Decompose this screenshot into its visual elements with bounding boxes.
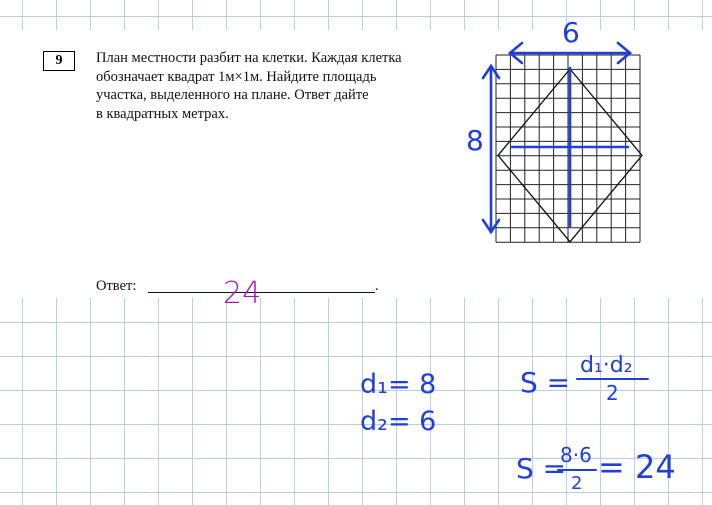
handwritten-width: 6 bbox=[562, 16, 580, 49]
handwritten-answer: 24 bbox=[223, 276, 262, 311]
calc-result: = 24 bbox=[598, 448, 676, 486]
formula-numerator: d₁·d₂ bbox=[580, 353, 633, 378]
handwritten-d2: d₂= 6 bbox=[360, 406, 437, 437]
task-number: 9 bbox=[43, 51, 75, 71]
calc-S: S = bbox=[516, 452, 567, 485]
task-line: участка, выделенного на плане. Ответ дайте bbox=[96, 87, 369, 103]
calc-numerator: 8·6 bbox=[560, 443, 592, 467]
handwritten-height: 8 bbox=[466, 124, 484, 157]
answer-label: Ответ: bbox=[96, 278, 137, 294]
formula-denominator: 2 bbox=[606, 381, 619, 405]
formula-S: S = bbox=[520, 366, 571, 399]
calc-denominator: 2 bbox=[571, 473, 583, 494]
handwritten-d1: d₁= 8 bbox=[360, 369, 437, 400]
task-line: План местности разбит на клетки. Каждая клетка bbox=[96, 50, 402, 66]
task-line: обозначает квадрат 1м×1м. Найдите площадь bbox=[96, 68, 377, 85]
answer-period: . bbox=[375, 278, 379, 294]
task-line: в квадратных метрах. bbox=[96, 105, 229, 122]
plan-grid bbox=[496, 55, 640, 242]
